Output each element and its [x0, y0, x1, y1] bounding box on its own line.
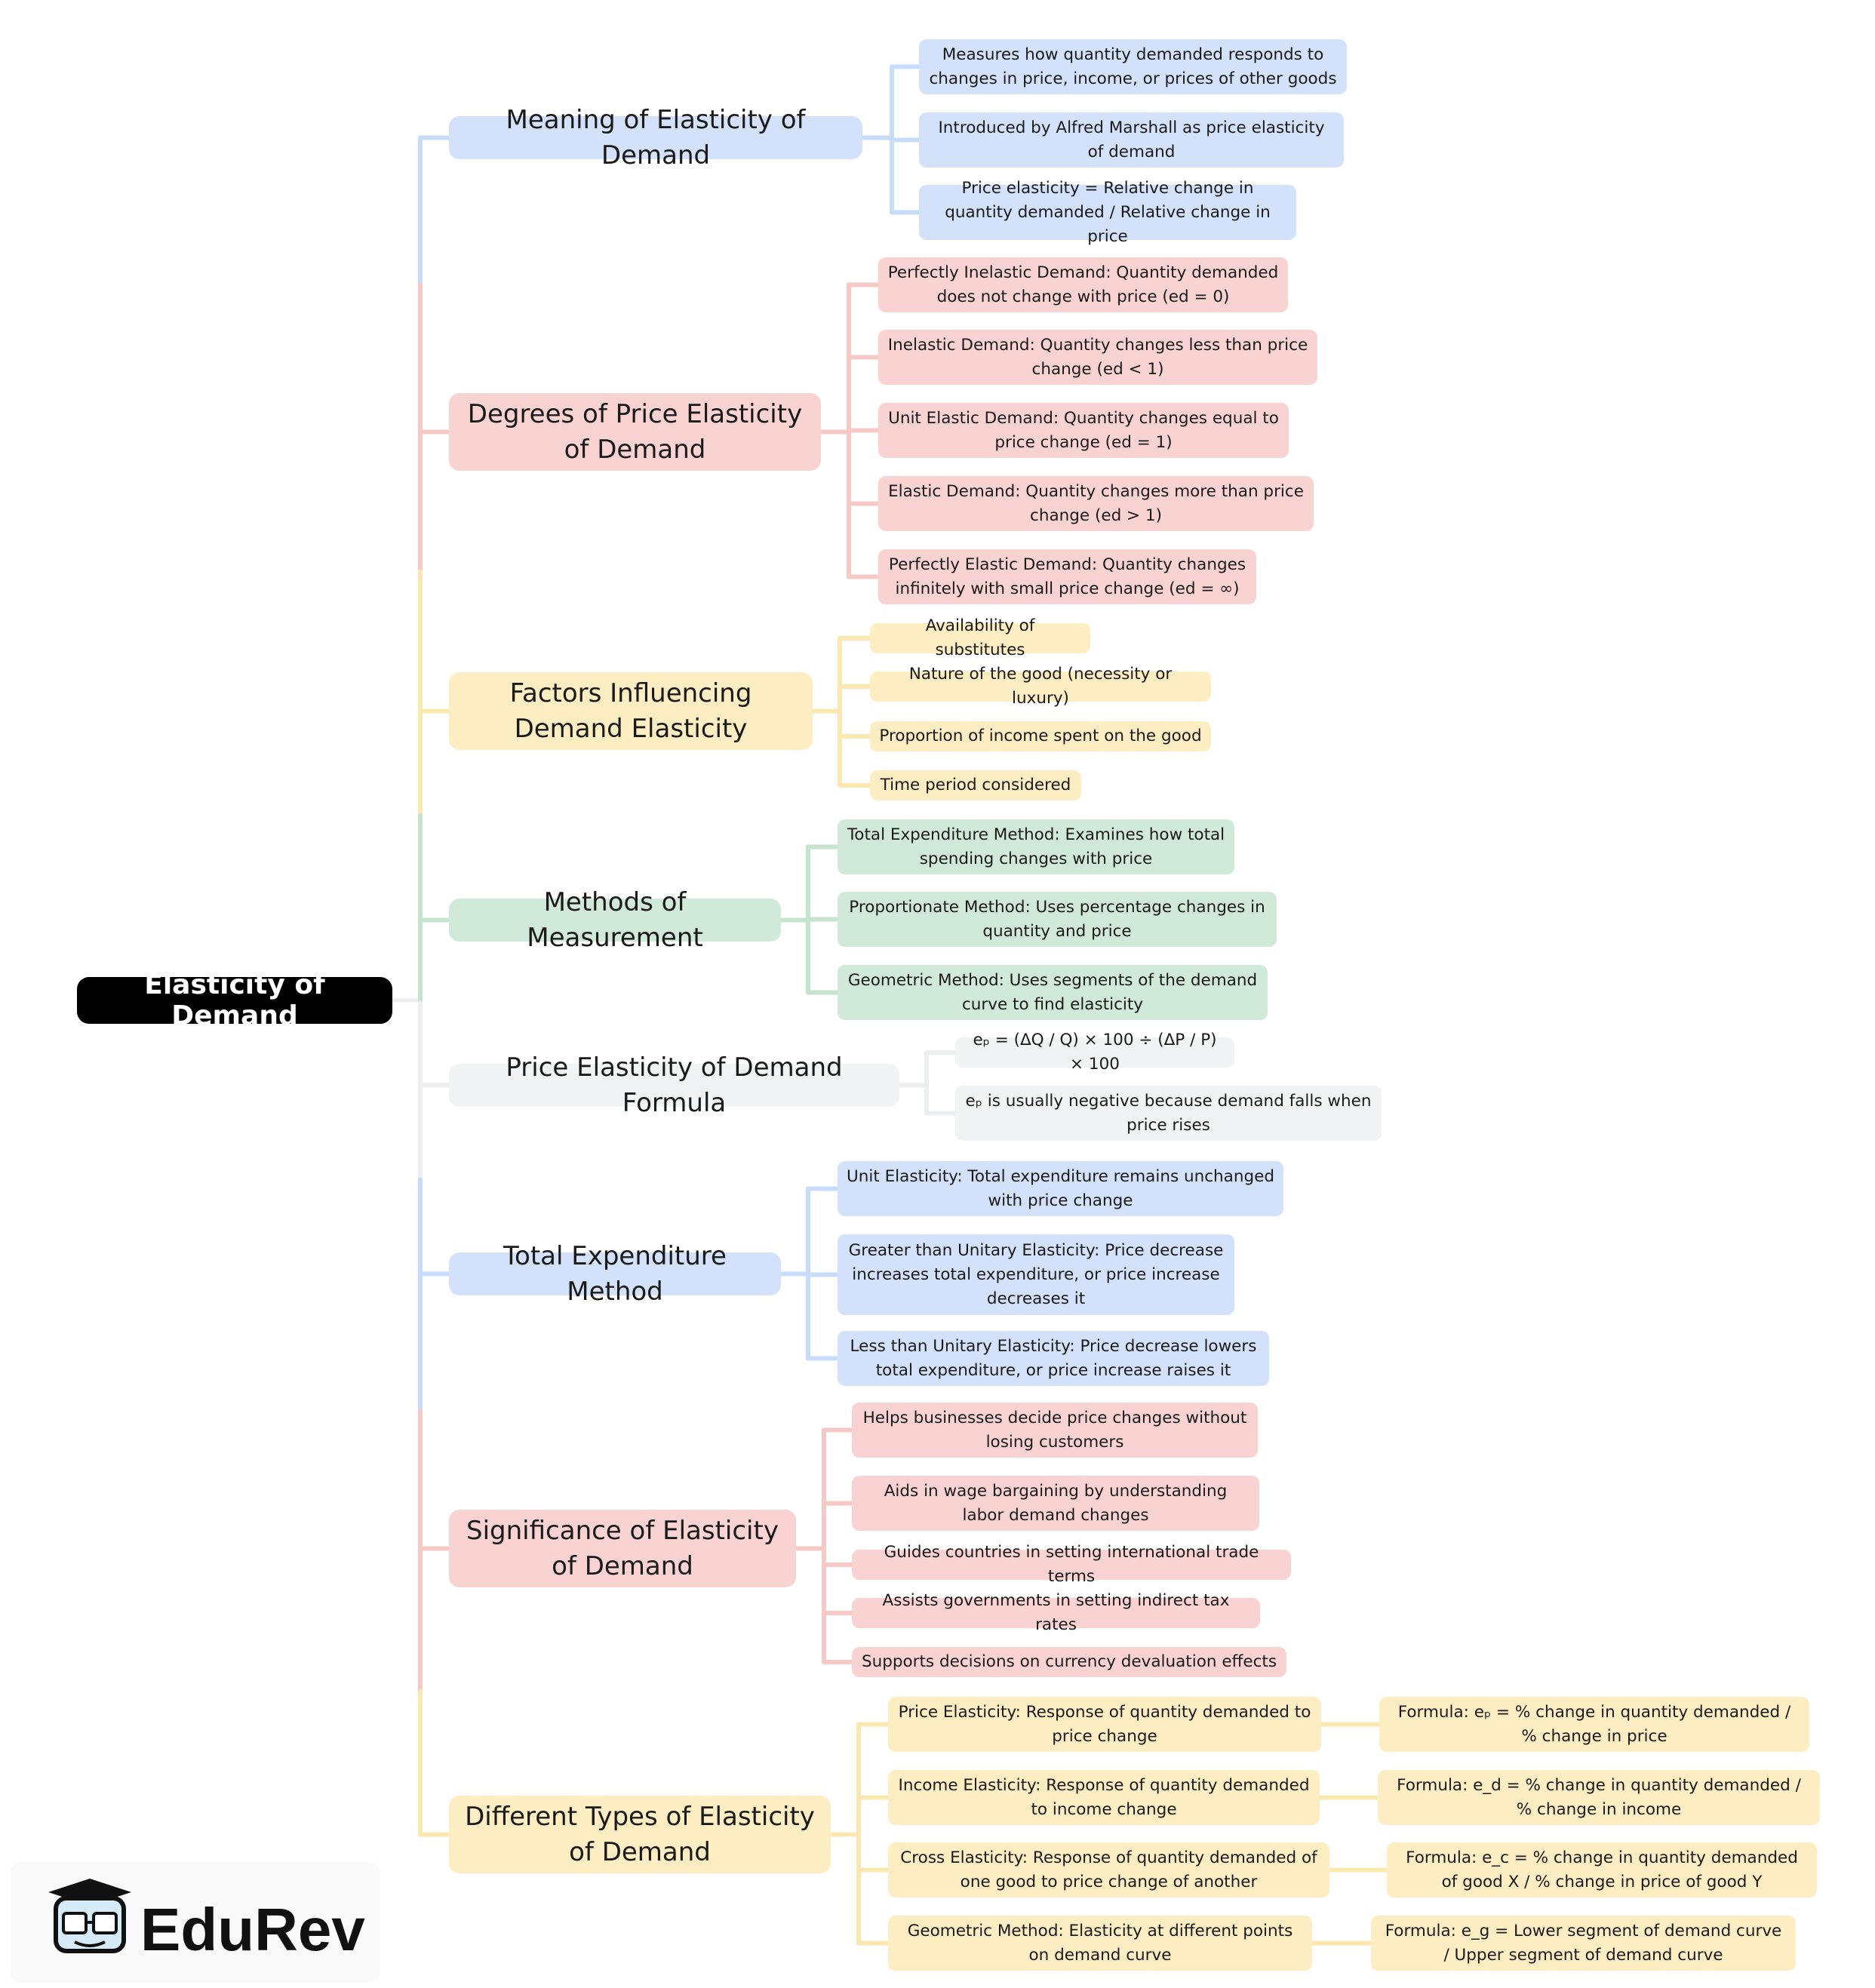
- branch-degrees-of-price-elasticity-of-demand-label: Degrees of Price Elasticity of Demand: [467, 398, 803, 465]
- sub-leaf-formula-e-c-change-in-quantity-demanded-: [1387, 1842, 1817, 1897]
- sub-leaf-formula-e-g-lower-segment-of-demand-curv: [1371, 1916, 1796, 1971]
- leaf-e-is-usually-negative-because-demand-fal: [955, 1086, 1382, 1141]
- leaf-inelastic-demand-quantity-changes-less-t: [878, 330, 1317, 385]
- leaf-price-elasticity-relative-change-in-quan: [919, 178, 1296, 246]
- leaf-measures-how-quantity-demanded-responds--label: Measures how quantity demanded responds to changes in price, income, or prices of other goods: [929, 45, 1337, 88]
- branch-different-types-of-elasticity-of-demand-label: Different Types of Elasticity of Demand: [465, 1801, 815, 1867]
- branch-factors-influencing-demand-elasticity-label: Factors Influencing Demand Elasticity: [509, 678, 752, 744]
- leaf-perfectly-inelastic-demand-quantity-dema: [878, 257, 1288, 312]
- sub-leaf-formula-e-c-change-in-quantity-demanded--label: Formula: e_c = % change in quantity demanded of good X / % change in price of good Y: [1406, 1848, 1798, 1891]
- leaf-aids-in-wage-bargaining-by-understanding-label: Aids in wage bargaining by understanding labor demand changes: [884, 1481, 1228, 1525]
- leaf-helps-businesses-decide-price-changes-wi-label: Helps businesses decide price changes without losing customers: [862, 1408, 1247, 1452]
- branch-degrees-of-price-elasticity-of-demand: [449, 393, 821, 471]
- leaf-perfectly-elastic-demand-quantity-change-label: Perfectly Elastic Demand: Quantity changes infinitely with small price change (ed = ∞): [888, 555, 1246, 598]
- leaf-aids-in-wage-bargaining-by-understanding: [852, 1476, 1259, 1531]
- branch-total-expenditure-method-label: Total Expenditure Method: [503, 1240, 727, 1307]
- branch-methods-of-measurement-label: Methods of Measurement: [527, 886, 703, 953]
- leaf-unit-elasticity-total-expenditure-remain-label: Unit Elasticity: Total expenditure remains unchanged with price change: [847, 1166, 1274, 1210]
- branch-meaning-of-elasticity-of-demand-label: Meaning of Elasticity of Demand: [506, 104, 806, 171]
- leaf-perfectly-elastic-demand-quantity-change: [878, 549, 1256, 604]
- leaf-time-period-considered-label: Time period considered: [880, 776, 1071, 794]
- leaf-unit-elastic-demand-quantity-changes-equ: [878, 403, 1289, 458]
- sub-leaf-formula-e-d-change-in-quantity-demanded-: [1378, 1770, 1820, 1825]
- leaf-introduced-by-alfred-marshall-as-price-e-label: Introduced by Alfred Marshall as price elasticity of demand: [938, 118, 1325, 161]
- leaf-availability-of-substitutes-label: Availability of substitutes: [925, 616, 1035, 659]
- leaf-greater-than-unitary-elasticity-price-de: [838, 1234, 1234, 1315]
- branch-meaning-of-elasticity-of-demand: [449, 104, 862, 171]
- leaf-guides-countries-in-setting-internationa-label: Guides countries in setting international trade terms: [884, 1543, 1259, 1586]
- leaf-cross-elasticity-response-of-quantity-de: [888, 1842, 1329, 1897]
- leaf-cross-elasticity-response-of-quantity-de-label: Cross Elasticity: Response of quantity demanded of one good to price change of another: [900, 1848, 1317, 1891]
- logo-wordmark: EduRev: [140, 1896, 365, 1963]
- leaf-supports-decisions-on-currency-devaluati-label: Supports decisions on currency devaluation effects: [861, 1652, 1277, 1671]
- leaf-perfectly-inelastic-demand-quantity-dema-label: Perfectly Inelastic Demand: Quantity demanded does not change with price (ed = 0): [887, 263, 1279, 306]
- branch-price-elasticity-of-demand-formula-label: Price Elasticity of Demand Formula: [506, 1052, 843, 1118]
- leaf-unit-elasticity-total-expenditure-remain: [838, 1161, 1283, 1216]
- leaf-greater-than-unitary-elasticity-price-de-label: Greater than Unitary Elasticity: Price decrease increases total expenditure, or price increase decreases it: [848, 1240, 1224, 1308]
- leaf-proportion-of-income-spent-on-the-good: [870, 721, 1211, 751]
- leaf-price-elasticity-relative-change-in-quan-label: Price elasticity = Relative change in quantity demanded / Relative change in price: [945, 178, 1271, 246]
- leaf-assists-governments-in-setting-indirect-: [852, 1591, 1260, 1634]
- leaf-guides-countries-in-setting-internationa: [852, 1543, 1291, 1586]
- sub-leaf-formula-e-change-in-quantity-demanded-ch: [1379, 1697, 1809, 1752]
- branch-total-expenditure-method: [449, 1240, 781, 1307]
- leaf-geometric-method-uses-segments-of-the-de-label: Geometric Method: Uses segments of the demand curve to find elasticity: [847, 970, 1258, 1014]
- leaf-e-is-usually-negative-because-demand-fal-label: eₚ is usually negative because demand falls when price rises: [965, 1091, 1372, 1135]
- sub-leaf-formula-e-g-lower-segment-of-demand-curv-label: Formula: e_g = Lower segment of demand curve / Upper segment of demand curve: [1385, 1921, 1782, 1965]
- leaf-nature-of-the-good-necessity-or-luxury-label: Nature of the good (necessity or luxury): [908, 665, 1173, 708]
- leaf-nature-of-the-good-necessity-or-luxury: [870, 665, 1211, 708]
- leaf-geometric-method-elasticity-at-different-label: Geometric Method: Elasticity at different points on demand curve: [907, 1921, 1293, 1965]
- leaf-price-elasticity-response-of-quantity-de: [888, 1697, 1321, 1752]
- edurev-logo: [11, 1862, 380, 1983]
- leaf-supports-decisions-on-currency-devaluati: [852, 1647, 1286, 1677]
- leaf-measures-how-quantity-demanded-responds-: [919, 39, 1347, 94]
- leaf-unit-elastic-demand-quantity-changes-equ-label: Unit Elastic Demand: Quantity changes equal to price change (ed = 1): [888, 408, 1279, 452]
- leaf-elastic-demand-quantity-changes-more-tha: [878, 476, 1314, 531]
- sub-leaf-formula-e-d-change-in-quantity-demanded--label: Formula: e_d = % change in quantity demanded / % change in income: [1397, 1775, 1801, 1819]
- leaf-elastic-demand-quantity-changes-more-tha-label: Elastic Demand: Quantity changes more than price change (ed > 1): [888, 481, 1304, 525]
- leaf-price-elasticity-response-of-quantity-de-label: Price Elasticity: Response of quantity demanded to price change: [898, 1702, 1311, 1746]
- sub-leaf-formula-e-change-in-quantity-demanded-ch-label: Formula: eₚ = % change in quantity demanded / % change in price: [1397, 1702, 1791, 1746]
- leaf-time-period-considered: [870, 770, 1081, 800]
- root-node: [77, 969, 392, 1031]
- leaf-proportionate-method-uses-percentage-cha-label: Proportionate Method: Uses percentage changes in quantity and price: [849, 897, 1265, 941]
- leaf-less-than-unitary-elasticity-price-decre: [838, 1331, 1269, 1386]
- leaf-income-elasticity-response-of-quantity-d-label: Income Elasticity: Response of quantity demanded to income change: [898, 1775, 1310, 1819]
- leaf-less-than-unitary-elasticity-price-decre-label: Less than Unitary Elasticity: Price decrease lowers total expenditure, or price increase raises it: [850, 1336, 1257, 1380]
- leaf-geometric-method-elasticity-at-different: [888, 1916, 1312, 1971]
- branch-factors-influencing-demand-elasticity: [449, 672, 813, 750]
- branch-price-elasticity-of-demand-formula: [449, 1052, 899, 1118]
- leaf-total-expenditure-method-examines-how-to: [838, 819, 1234, 874]
- leaf-helps-businesses-decide-price-changes-wi: [852, 1403, 1258, 1458]
- leaf-geometric-method-uses-segments-of-the-de: [838, 965, 1268, 1020]
- leaf-e-q-q-100-p-p-100: [955, 1031, 1234, 1074]
- branch-methods-of-measurement: [449, 886, 781, 953]
- leaf-proportion-of-income-spent-on-the-good-label: Proportion of income spent on the good: [879, 727, 1202, 745]
- leaf-proportionate-method-uses-percentage-cha: [838, 892, 1277, 947]
- branch-significance-of-elasticity-of-demand: [449, 1510, 796, 1587]
- leaf-income-elasticity-response-of-quantity-d: [888, 1770, 1320, 1825]
- leaf-introduced-by-alfred-marshall-as-price-e: [919, 112, 1344, 167]
- leaf-inelastic-demand-quantity-changes-less-t-label: Inelastic Demand: Quantity changes less than price change (ed < 1): [887, 335, 1308, 379]
- leaf-total-expenditure-method-examines-how-to-label: Total Expenditure Method: Examines how total spending changes with price: [847, 825, 1225, 868]
- root-node-label: Elasticity of Demand: [144, 969, 325, 1031]
- leaf-availability-of-substitutes: [870, 616, 1090, 659]
- graduation-cap-icon: [33, 1877, 146, 1968]
- leaf-assists-governments-in-setting-indirect--label: Assists governments in setting indirect tax rates: [882, 1591, 1230, 1634]
- branch-significance-of-elasticity-of-demand-label: Significance of Elasticity of Demand: [466, 1515, 779, 1581]
- branch-different-types-of-elasticity-of-demand: [449, 1796, 831, 1873]
- leaf-e-q-q-100-p-p-100-label: eₚ = (ΔQ / Q) × 100 ÷ (ΔP / P) × 100: [973, 1031, 1217, 1074]
